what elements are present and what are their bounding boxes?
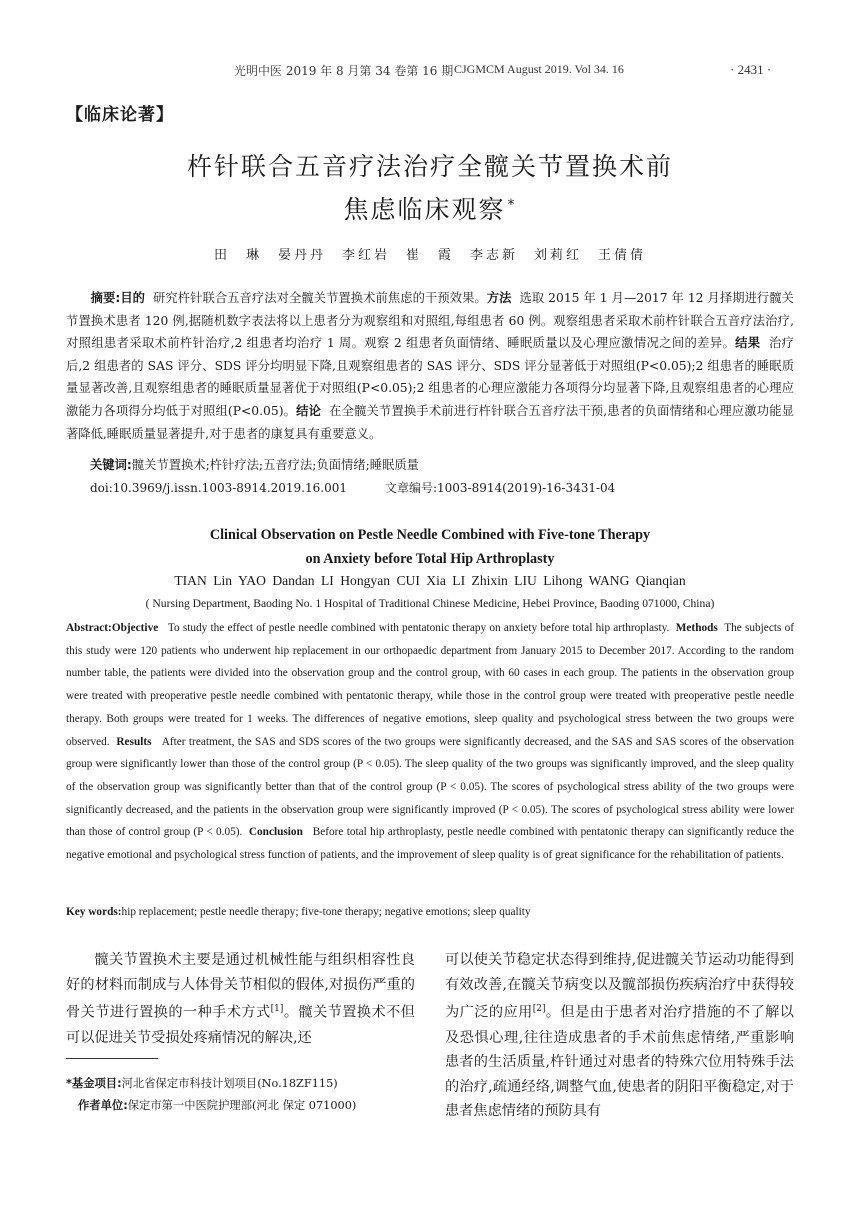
title-line-2-text: 焦虑临床观察 bbox=[343, 195, 506, 224]
title-line-1: 杵针联合五音疗法治疗全髋关节置换术前 bbox=[186, 152, 673, 181]
title-en-line-2: on Anxiety before Total Hip Arthroplasty bbox=[305, 551, 555, 567]
fund-mark: * bbox=[507, 196, 517, 213]
journal-header-en: CJGMCM August 2019. Vol 34. 16 bbox=[454, 62, 624, 76]
journal-header-cn: 光明中医 2019 年 8 月第 34 卷第 16 期 bbox=[234, 64, 454, 78]
results-en-label: Results bbox=[116, 735, 152, 748]
body-left-column bbox=[66, 948, 415, 1050]
objective-text: 研究杵针联合五音疗法对全髋关节置换术前焦虑的干预效果。 bbox=[153, 291, 487, 305]
objective-label: 目的 bbox=[120, 291, 146, 305]
keywords-cn-text: 髋关节置换术;杵针疗法;五音疗法;负面情绪;睡眠质量 bbox=[131, 458, 419, 472]
conclusion-label: 结论 bbox=[296, 403, 322, 418]
unit-label: 作者单位: bbox=[78, 1099, 128, 1112]
methods-en-text: The subjects of this study were 120 patients who underwent hip replacement in our orthopaedic department from January 2015 to December 2017. According to the random number table, the patients were divided into the observation group and the control group, with 60 cases in each group. The patients in the observation group were treated with preoperative pestle needle combined with pentatonic therapy, while those in the control group were treated with preoperative pestle needle therapy. Both groups were treated for 1 weeks. The differences of negative emotions, sleep quality and psychological stress between the two groups were observed. bbox=[66, 622, 794, 748]
keywords-en-label: Key words: bbox=[66, 906, 122, 918]
body-right-text-b: 。但是由于患者对治疗措施的不了解以及恐惧心理,往往造成患者的手术前焦虑情绪,严重影响患者的生活质量,杵针通过对患者的特殊穴位用特殊手法的治疗,疏通经络,调整气血,使患者的阴阳平衡稳定,对于患者焦虑情绪的预防具有 bbox=[445, 1004, 794, 1120]
results-label: 结果 bbox=[735, 336, 761, 351]
title-en-line-1: Clinical Observation on Pestle Needle Combined with Five-tone Therapy bbox=[209, 527, 651, 543]
footnote-unit bbox=[78, 1097, 356, 1113]
body-left-text-a: 髋关节置换术主要是通过机械性能与组织相容性良好的材料而制成与人体骨关节相似的假体,对损伤严重的骨关节进行置换的一种手术方式 bbox=[66, 952, 415, 1021]
abstract-en-label: Abstract: bbox=[66, 622, 112, 634]
body-right-text-a: 可以使关节稳定状态得到维持,促进髋关节运动功能得到有效改善,在髋关节病变以及髋部损伤疾病治疗中获得较为广泛的应用 bbox=[445, 952, 794, 1021]
objective-en-text: To study the effect of pestle needle combined with pentatonic therapy on anxiety before total hip arthroplasty. bbox=[167, 622, 670, 634]
methods-label: 方法 bbox=[486, 291, 512, 305]
methods-text: 选取 2015 年 1 月—2017 年 12 月择期进行髋关节置换术患者 120 例,据随机数字表法将以上患者分为观察组和对照组,每组患者 60 例。观察组患者采取术前杵针联合五音疗法治疗,对照组患者采取术前杵针治疗,2 组患者均治疗 1 周。观察 2 组患者负面情绪、睡眠质量以及心理应激情况之间的差异。 bbox=[66, 291, 794, 351]
fund-text: 河北省保定市科技计划项目(No.18ZF115) bbox=[121, 1077, 338, 1090]
body-right-column bbox=[445, 948, 794, 1124]
results-text: 治疗后,2 组患者的 SAS 评分、SDS 评分均明显下降,且观察组患者的 SAS 评分、SDS 评分显著低于对照组(P<0.05);2 组患者的睡眠质量显著改善,且观察组患者的睡眠质量显著优于对照组(P<0.05);2 组患者的心理应激能力各项得分均显著下降,且观察组患者的心理应激能力各项得分均低于对照组(P<0.05)。 bbox=[66, 336, 794, 418]
results-en-text: After treatment, the SAS and SDS scores of the two groups were significantly decreased, and the SAS and SAS scores of the observation group were significantly lower than those of the control group (P < 0.05). The sleep quality of the two groups was significantly improved, and the sleep quality of the observation group was significantly better than that of the control group (P < 0.05). The scores of psychological stress ability of the two groups were significantly decreased, and the patients in the observation group were significantly improved (P < 0.05). The scores of psychological stress ability were lower than those of control group (P < 0.05). bbox=[66, 735, 794, 839]
conclusion-en-label: Conclusion bbox=[248, 826, 303, 839]
objective-en-label: Objective bbox=[111, 622, 159, 634]
abstract-cn bbox=[66, 287, 794, 445]
citation-1: [1] bbox=[270, 1004, 284, 1015]
abstract-en bbox=[66, 617, 794, 867]
section-tag: 【临床论著】 bbox=[66, 105, 174, 125]
keywords-en-text: hip replacement; pestle needle therapy; five-tone therapy; negative emotions; sleep quality bbox=[121, 906, 531, 918]
affiliation-en: ( Nursing Department, Baoding No. 1 Hospital of Traditional Chinese Medicine, Hebei Province, Baoding 071000, China) bbox=[145, 597, 715, 610]
conclusion-text: 在全髋关节置换手术前进行杵针联合五音疗法干预,患者的负面情绪和心理应激功能显著降低,睡眠质量显著提升,对于患者的康复具有重要意义。 bbox=[66, 403, 794, 441]
conclusion-en-text: Before total hip arthroplasty, pestle needle combined with pentatonic therapy can significantly reduce the negative emotional and psychological stress function of patients, and the improvement of sleep quality is of great significance for the rehabilitation of patients. bbox=[66, 826, 794, 862]
doi: doi:10.3969/j.issn.1003-8914.2019.16.001 bbox=[90, 481, 347, 495]
citation-2: [2] bbox=[532, 1004, 546, 1015]
page-number: · 2431 · bbox=[730, 62, 772, 77]
methods-en-label: Methods bbox=[675, 622, 718, 634]
footnote-fund bbox=[66, 1075, 338, 1091]
keywords-cn-label: 关键词: bbox=[90, 458, 132, 472]
article-number: 文章编号:1003-8914(2019)-16-3431-04 bbox=[384, 481, 616, 495]
abstract-label: 摘要: bbox=[90, 291, 121, 305]
footnote-divider bbox=[66, 1058, 158, 1059]
fund-label: *基金项目: bbox=[66, 1077, 122, 1090]
unit-text: 保定市第一中医院护理部(河北 保定 071000) bbox=[127, 1099, 357, 1112]
title-line-2 bbox=[0, 190, 860, 226]
doi-line bbox=[90, 479, 615, 496]
body-left-text-b: 。髋关节置换术不但可以促进关节受损处疼痛情况的解决,还 bbox=[66, 1004, 415, 1046]
authors-cn: 田 琳 晏丹丹 李红岩 崔 霞 李志新 刘莉红 王倩倩 bbox=[213, 248, 646, 263]
keywords-en bbox=[66, 906, 531, 918]
authors-en: TIAN Lin YAO Dandan LI Hongyan CUI Xia LI Zhixin LIU Lihong WANG Qianqian bbox=[174, 573, 686, 588]
keywords-cn bbox=[90, 455, 419, 473]
